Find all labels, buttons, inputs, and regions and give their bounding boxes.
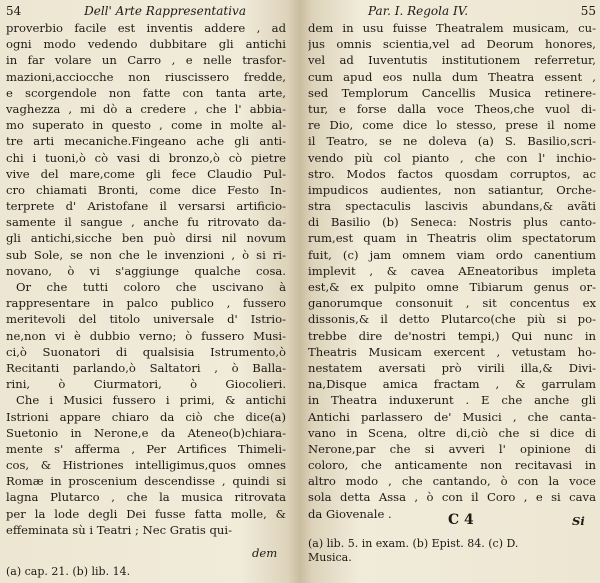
text-line: rum,est quam in Theatris olim spectatorum [308, 231, 596, 246]
text-line: in Theatra induxerunt . E che anche gli [308, 393, 596, 408]
text-line: mo superato in questo , come in molte al- [6, 118, 286, 133]
text-line: jus omnis scientia,vel ad Deorum honores, [308, 37, 596, 52]
left-catchword: dem [252, 546, 278, 560]
text-line: Istrioni appare chiaro da ciò che dice(a) [6, 409, 286, 424]
left-header [6, 4, 286, 18]
text-line: mazioni,acciocche non riuscissero fredde, [6, 69, 286, 84]
text-line: lagna Plutarco , che la musica ritrovata [6, 490, 286, 505]
text-line: di Basilio (b) Seneca: Nostris plus canto- [308, 215, 596, 230]
text-line: Romæ in proscenium descendisse , quindi si [6, 474, 286, 489]
left-running-head: Dell' Arte Rappresentativa [84, 4, 246, 18]
text-line: effeminata sù i Teatri ; Nec Gratis qui- [6, 522, 232, 537]
text-line: vel ad Iuventutis institutionem referretur, [308, 53, 596, 68]
text-line: Recitanti parlando,ò Saltatori , ò Balla- [6, 360, 286, 375]
text-line: Suetonio in Nerone,e da Ateneo(b)chiara- [6, 425, 286, 440]
signature-mark: C 4 [448, 512, 474, 528]
text-line: dissonis,& il detto Plutarco(che più si po- [308, 312, 596, 327]
text-line: dem in usu fuisse Theatralem musicam, cu- [308, 21, 596, 35]
right-footnote: (a) lib. 5. in exam. (b) Epist. 84. (c) D. [308, 537, 519, 550]
text-line: altro modo , che cantando, ò con la voce [308, 474, 596, 489]
text-line: vendo più col pianto , che con l' inchio- [308, 150, 596, 165]
text-line: il Teatro, se ne doleva (a) S. Basilio,scri- [308, 134, 596, 149]
text-line: nestatem aversati prò virili illa,& Divi- [308, 360, 596, 375]
text-line: fuit, (c) jam omnem viam ordo canentium [308, 247, 596, 262]
text-line: stra spectaculis lascivis abundans,& avãti [308, 199, 596, 214]
left-page-number: 54 [6, 4, 22, 18]
text-line: gli antichi,sicche ben può dirsi nil novum [6, 231, 286, 246]
right-header [308, 4, 596, 18]
text-line: ci,ò Suonatori di qualsisia Istrumento,ò [6, 344, 286, 359]
text-line: sed Templorum Cancellis Musica retinere- [308, 85, 596, 100]
text-line: vano in Scena, oltre di,ciò che si dice di [308, 425, 596, 440]
text-line: per la lode degli Dei fusse fatta molle, & [6, 506, 286, 521]
text-line: tre arti mecaniche.Fingeano ache gli anti- [6, 134, 286, 149]
text-line: da Giovenale . [308, 506, 392, 521]
text-line: re Dio, come dice lo stesso, prese il nome [308, 118, 596, 133]
right-footnote-continued: Musica. [308, 551, 352, 564]
text-line: est,& ex pulpito omne Tibiarum genus or- [308, 280, 596, 294]
text-line: in far volare un Carro , e nelle trasfor- [6, 53, 286, 68]
text-line: ne,non vi è dubbio verno; ò fussero Musi- [6, 328, 286, 343]
text-line: vaghezza , mi dò a credere , che l' abbia- [6, 101, 286, 116]
right-page [300, 0, 600, 583]
left-page [0, 0, 292, 583]
text-line: implevit , & cavea AEneatoribus impleta [308, 263, 596, 278]
text-line: impudicos audientes, non satiantur, Orche- [308, 182, 596, 197]
right-page-number: 55 [580, 4, 596, 18]
right-catchword: Si [572, 514, 585, 528]
text-line: stro. Modos factos quosdam corruptos, ac [308, 166, 596, 181]
text-line: cum apud eos nulla dum Theatra essent , [308, 69, 596, 84]
text-line: Or che tutti coloro che uscivano à [16, 280, 286, 294]
text-line: novano, ò vi s'aggiunge qualche cosa. [6, 263, 286, 278]
text-line: cos, & Histriones intelligimus,quos omnes [6, 458, 286, 473]
text-line: sola detta Assa , ò con il Coro , e si cava [308, 490, 596, 505]
text-line: cro chiamati Bronti, come dice Festo In- [6, 182, 286, 197]
text-line: coloro, che anticamente non recitavasi in [308, 458, 596, 473]
text-line: ogni modo vedendo dubbitare gli antichi [6, 37, 286, 52]
text-line: trebbe dire de'nostri tempi,) Qui nunc in [308, 328, 596, 343]
text-line: mente s' afferma , Per Artifices Thimeli- [6, 441, 286, 456]
text-line: na,Disque amica fractam , & garrulam [308, 377, 596, 392]
text-line: samente il sangue , anche fu ritrovato da- [6, 215, 286, 230]
text-line: tur, e forse dalla voce Theos,che vuol di- [308, 101, 596, 116]
left-body-text [6, 20, 286, 538]
text-line: chi i tuoni,ò cò vasi di bronzo,ò cò pietre [6, 150, 286, 165]
text-line: rappresentare in palco publico , fussero [6, 296, 286, 311]
text-line: Nerone,par che si avveri l' opinione di [308, 441, 596, 456]
text-line: Theatris Musicam exercent , vetustam ho- [308, 344, 596, 359]
text-line: Che i Musici fussero i primi, & antichi [16, 393, 286, 408]
text-line: Antichi parlassero de' Musici , che canta- [308, 409, 596, 424]
right-body-text [308, 20, 596, 522]
text-line: rini, ò Ciurmatori, ò Giocolieri. [6, 377, 286, 392]
text-line: meritevoli del titolo universale d' Istrio- [6, 312, 286, 327]
text-line: terprete d' Aristofane il versarsi artificio- [6, 199, 286, 214]
left-footnote: (a) cap. 21. (b) lib. 14. [6, 565, 131, 578]
text-line: sub Sole, se non che le invenzioni , ò si ri- [6, 247, 286, 262]
text-line: proverbio facile est inventis addere , ad [6, 21, 286, 35]
text-line: e scorgendole non fatte con tanta arte, [6, 85, 286, 100]
text-line: vive del mare,come gli fece Claudio Pul- [6, 166, 286, 181]
right-running-head: Par. I. Regola IV. [368, 4, 469, 18]
text-line: ganorumque consonuit , sit concentus ex [308, 296, 596, 311]
